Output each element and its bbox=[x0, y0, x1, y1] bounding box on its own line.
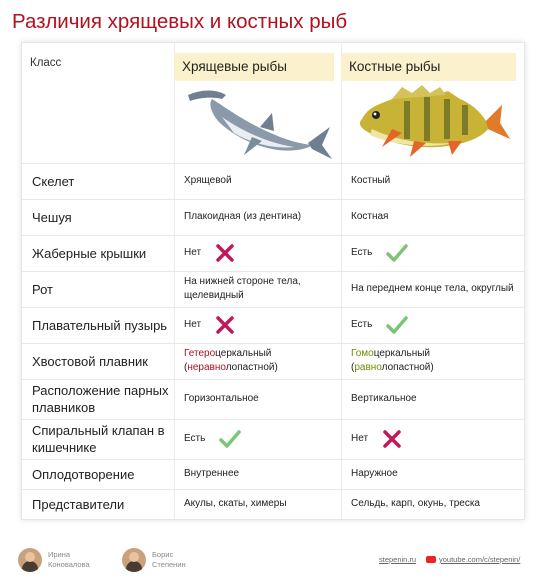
bony-header: Костные рыбы bbox=[341, 53, 516, 81]
cartilaginous-value bbox=[184, 307, 334, 343]
value-text: Есть bbox=[351, 319, 373, 330]
row-label: Плавательный пузырь bbox=[32, 317, 168, 333]
text-part: церкальный bbox=[215, 348, 272, 359]
table-row bbox=[22, 163, 524, 199]
author-2 bbox=[152, 550, 186, 570]
cartilaginous-value bbox=[184, 235, 334, 271]
text-part: церкальный bbox=[373, 348, 430, 359]
row-label: Жаберные крышки bbox=[32, 245, 147, 261]
cartilaginous-value: Внутреннее bbox=[184, 468, 240, 479]
avatar bbox=[18, 548, 42, 572]
text-part: ( bbox=[351, 362, 355, 373]
footer bbox=[0, 538, 545, 584]
cross-icon bbox=[382, 429, 402, 449]
check-icon bbox=[219, 429, 241, 449]
table-row bbox=[22, 419, 524, 459]
bony-value: Сельдь, карп, окунь, треска bbox=[351, 498, 480, 509]
prefix-hetero: Гетеро bbox=[184, 348, 216, 359]
author-first-name: Борис bbox=[152, 550, 174, 559]
check-icon bbox=[386, 243, 408, 263]
table-row bbox=[22, 489, 524, 519]
row-label: Рот bbox=[32, 281, 53, 297]
row-label: Оплодотворение bbox=[32, 466, 135, 482]
cartilaginous-value: Плакоидная (из дентина) bbox=[184, 211, 302, 222]
row-label: Чешуя bbox=[32, 209, 72, 225]
table-row bbox=[22, 343, 524, 379]
perch-image bbox=[352, 81, 512, 163]
youtube-icon bbox=[426, 556, 436, 563]
cartilaginous-value: Горизонтальное bbox=[184, 393, 259, 404]
author-last-name: Степенин bbox=[152, 560, 186, 569]
author-1 bbox=[48, 550, 90, 570]
row-label: Расположение парных плавников bbox=[32, 383, 169, 415]
page-title: Различия хрящевых и костных рыб bbox=[12, 10, 348, 33]
value-text: Есть bbox=[184, 433, 206, 444]
cross-icon bbox=[215, 315, 235, 335]
author-first-name: Ирина bbox=[48, 550, 71, 559]
table-row bbox=[22, 379, 524, 419]
prefix-unequal: неравно bbox=[187, 362, 226, 373]
bony-value: Наружное bbox=[351, 468, 398, 479]
text-part: лопастной) bbox=[381, 362, 434, 373]
youtube-url: youtube.com/c/stepenin/ bbox=[439, 555, 521, 564]
tail-fin-text bbox=[184, 347, 278, 375]
prefix-homo: Гомо bbox=[351, 348, 374, 359]
cartilaginous-value: На нижней стороне тела, щелевидный bbox=[184, 276, 301, 301]
bony-value bbox=[351, 235, 519, 271]
cartilaginous-value: Акулы, скаты, химеры bbox=[184, 498, 287, 509]
cartilaginous-value bbox=[184, 343, 334, 379]
bony-value: Костная bbox=[351, 211, 389, 222]
text-part: лопастной) bbox=[225, 362, 278, 373]
avatar bbox=[122, 548, 146, 572]
site-link[interactable]: stepenin.ru bbox=[379, 555, 417, 564]
class-header: Класс bbox=[30, 57, 62, 69]
youtube-link[interactable] bbox=[426, 555, 520, 564]
text-part: ( bbox=[184, 362, 188, 373]
bony-value: Вертикальное bbox=[351, 393, 417, 404]
bony-value bbox=[351, 343, 519, 379]
table-row bbox=[22, 271, 524, 307]
value-text: Есть bbox=[351, 247, 373, 258]
author-last-name: Коновалова bbox=[48, 560, 90, 569]
bony-value: На переднем конце тела, округлый bbox=[351, 283, 514, 294]
cartilaginous-header: Хрящевые рыбы bbox=[174, 53, 334, 81]
row-label: Представители bbox=[32, 496, 125, 512]
table-row bbox=[22, 307, 524, 343]
row-label: Скелет bbox=[32, 173, 75, 189]
tail-fin-text bbox=[351, 347, 434, 375]
bony-value bbox=[351, 307, 519, 343]
bony-value: Костный bbox=[351, 175, 391, 186]
value-text: Нет bbox=[184, 319, 202, 330]
value-text: Нет bbox=[184, 247, 202, 258]
table-row bbox=[22, 199, 524, 235]
bony-value bbox=[351, 419, 519, 459]
table-row bbox=[22, 235, 524, 271]
cartilaginous-value: Хрящевой bbox=[184, 175, 232, 186]
comparison-table bbox=[21, 42, 525, 520]
cartilaginous-value bbox=[184, 419, 334, 459]
prefix-equal: равно bbox=[354, 362, 382, 373]
shark-image bbox=[182, 83, 334, 163]
cross-icon bbox=[215, 243, 235, 263]
row-label: Спиральный клапан в кишечнике bbox=[32, 423, 165, 455]
row-label: Хвостовой плавник bbox=[32, 353, 148, 369]
value-text: Нет bbox=[351, 433, 369, 444]
check-icon bbox=[386, 315, 408, 335]
table-row bbox=[22, 459, 524, 489]
